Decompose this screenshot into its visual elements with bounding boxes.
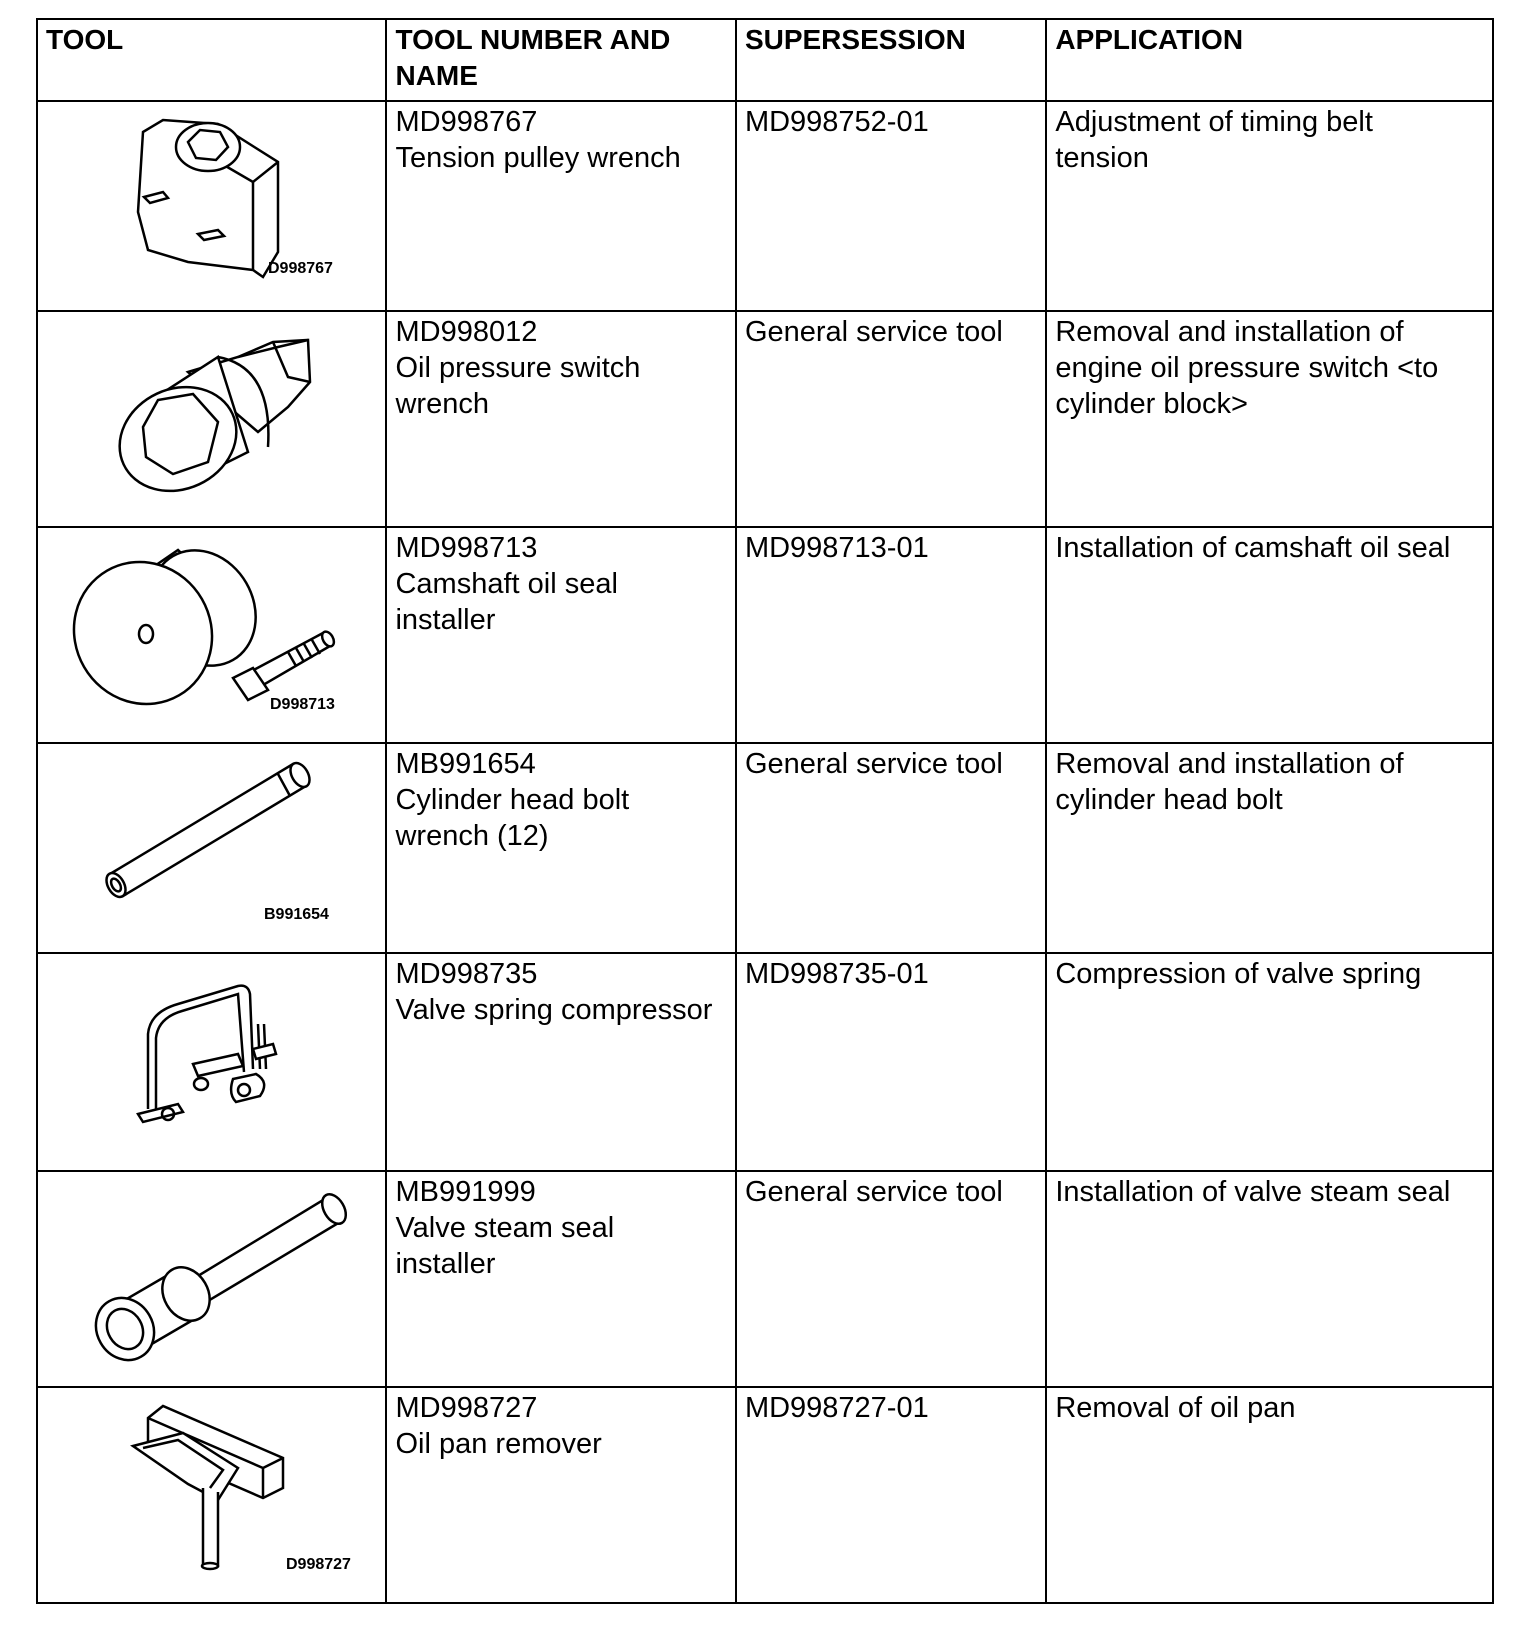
- header-supersession: SUPERSESSION: [736, 19, 1046, 101]
- tool-code-label: D998713: [270, 696, 335, 713]
- table-row: [37, 527, 1493, 743]
- tool-number: MD998735: [395, 958, 538, 990]
- supersession-cell: General service tool: [736, 311, 1046, 527]
- tool-number-and-name: [386, 101, 735, 311]
- application-cell: Removal of oil pan: [1046, 1387, 1493, 1603]
- tool-image-cell: [37, 311, 386, 527]
- tool-number: MB991654: [395, 748, 536, 780]
- tool-image-cell: [37, 743, 386, 953]
- tool-number-and-name: [386, 1171, 735, 1387]
- supersession-cell: MD998713-01: [736, 527, 1046, 743]
- tool-name: Cylinder head bolt: [395, 784, 630, 816]
- tool-number-and-name: [386, 527, 735, 743]
- table-row: [37, 311, 1493, 527]
- supersession-cell: MD998727-01: [736, 1387, 1046, 1603]
- application-cell: Installation of camshaft oil seal: [1046, 527, 1493, 743]
- tool-name: Oil pressure switch: [395, 352, 641, 384]
- tool-name: installer: [395, 604, 496, 636]
- valve-spring-compressor-icon: [38, 954, 387, 1172]
- table-row: [37, 953, 1493, 1171]
- cylinder-head-bolt-wrench-icon: [38, 744, 387, 954]
- table-row: [37, 743, 1493, 953]
- application-cell: Removal and installation of cylinder head bolt: [1046, 743, 1493, 953]
- tool-number-and-name: [386, 953, 735, 1171]
- tool-number-and-name: [386, 743, 735, 953]
- tool-name: wrench (12): [395, 820, 549, 852]
- tool-number-and-name: [386, 1387, 735, 1603]
- table-row: [37, 1387, 1493, 1603]
- tool-image-cell: [37, 527, 386, 743]
- tool-number: MD998012: [395, 316, 538, 348]
- header-tool: TOOL: [37, 19, 386, 101]
- tool-image-cell: [37, 953, 386, 1171]
- tool-number: MD998713: [395, 532, 538, 564]
- header-row: [37, 19, 1493, 101]
- tool-name: installer: [395, 1248, 496, 1280]
- application-cell: Adjustment of timing belt tension: [1046, 101, 1493, 311]
- tool-name: Camshaft oil seal: [395, 568, 618, 600]
- tool-image-cell: [37, 1387, 386, 1603]
- tool-name: Valve steam seal: [395, 1212, 615, 1244]
- tool-image-cell: [37, 1171, 386, 1387]
- supersession-cell: General service tool: [736, 1171, 1046, 1387]
- tool-name: Tension pulley wrench: [395, 142, 681, 174]
- supersession-cell: MD998752-01: [736, 101, 1046, 311]
- application-cell: Removal and installation of engine oil pressure switch <to cylinder block>: [1046, 311, 1493, 527]
- oil-pressure-switch-wrench-icon: [38, 312, 387, 528]
- tool-image-cell: [37, 101, 386, 311]
- application-cell: Compression of valve spring: [1046, 953, 1493, 1171]
- table-row: [37, 101, 1493, 311]
- valve-steam-seal-installer-icon: [38, 1172, 387, 1388]
- tool-number-and-name: [386, 311, 735, 527]
- table-row: [37, 1171, 1493, 1387]
- header-tool-number-and-name: TOOL NUMBER AND NAME: [386, 19, 735, 101]
- tool-number: MD998767: [395, 106, 538, 138]
- tool-code-label: B991654: [264, 906, 329, 923]
- supersession-cell: MD998735-01: [736, 953, 1046, 1171]
- tool-name: wrench: [395, 388, 489, 420]
- application-cell: Installation of valve steam seal: [1046, 1171, 1493, 1387]
- tool-code-label: D998727: [286, 1556, 351, 1573]
- tool-name: Valve spring compressor: [395, 994, 713, 1026]
- special-tools-table: [36, 18, 1494, 1604]
- tension-pulley-wrench-icon: [38, 102, 387, 312]
- tool-number: MB991999: [395, 1176, 536, 1208]
- header-application: APPLICATION: [1046, 19, 1493, 101]
- tool-number: MD998727: [395, 1392, 538, 1424]
- tool-code-label: D998767: [268, 260, 333, 277]
- tool-name: Oil pan remover: [395, 1428, 602, 1460]
- supersession-cell: General service tool: [736, 743, 1046, 953]
